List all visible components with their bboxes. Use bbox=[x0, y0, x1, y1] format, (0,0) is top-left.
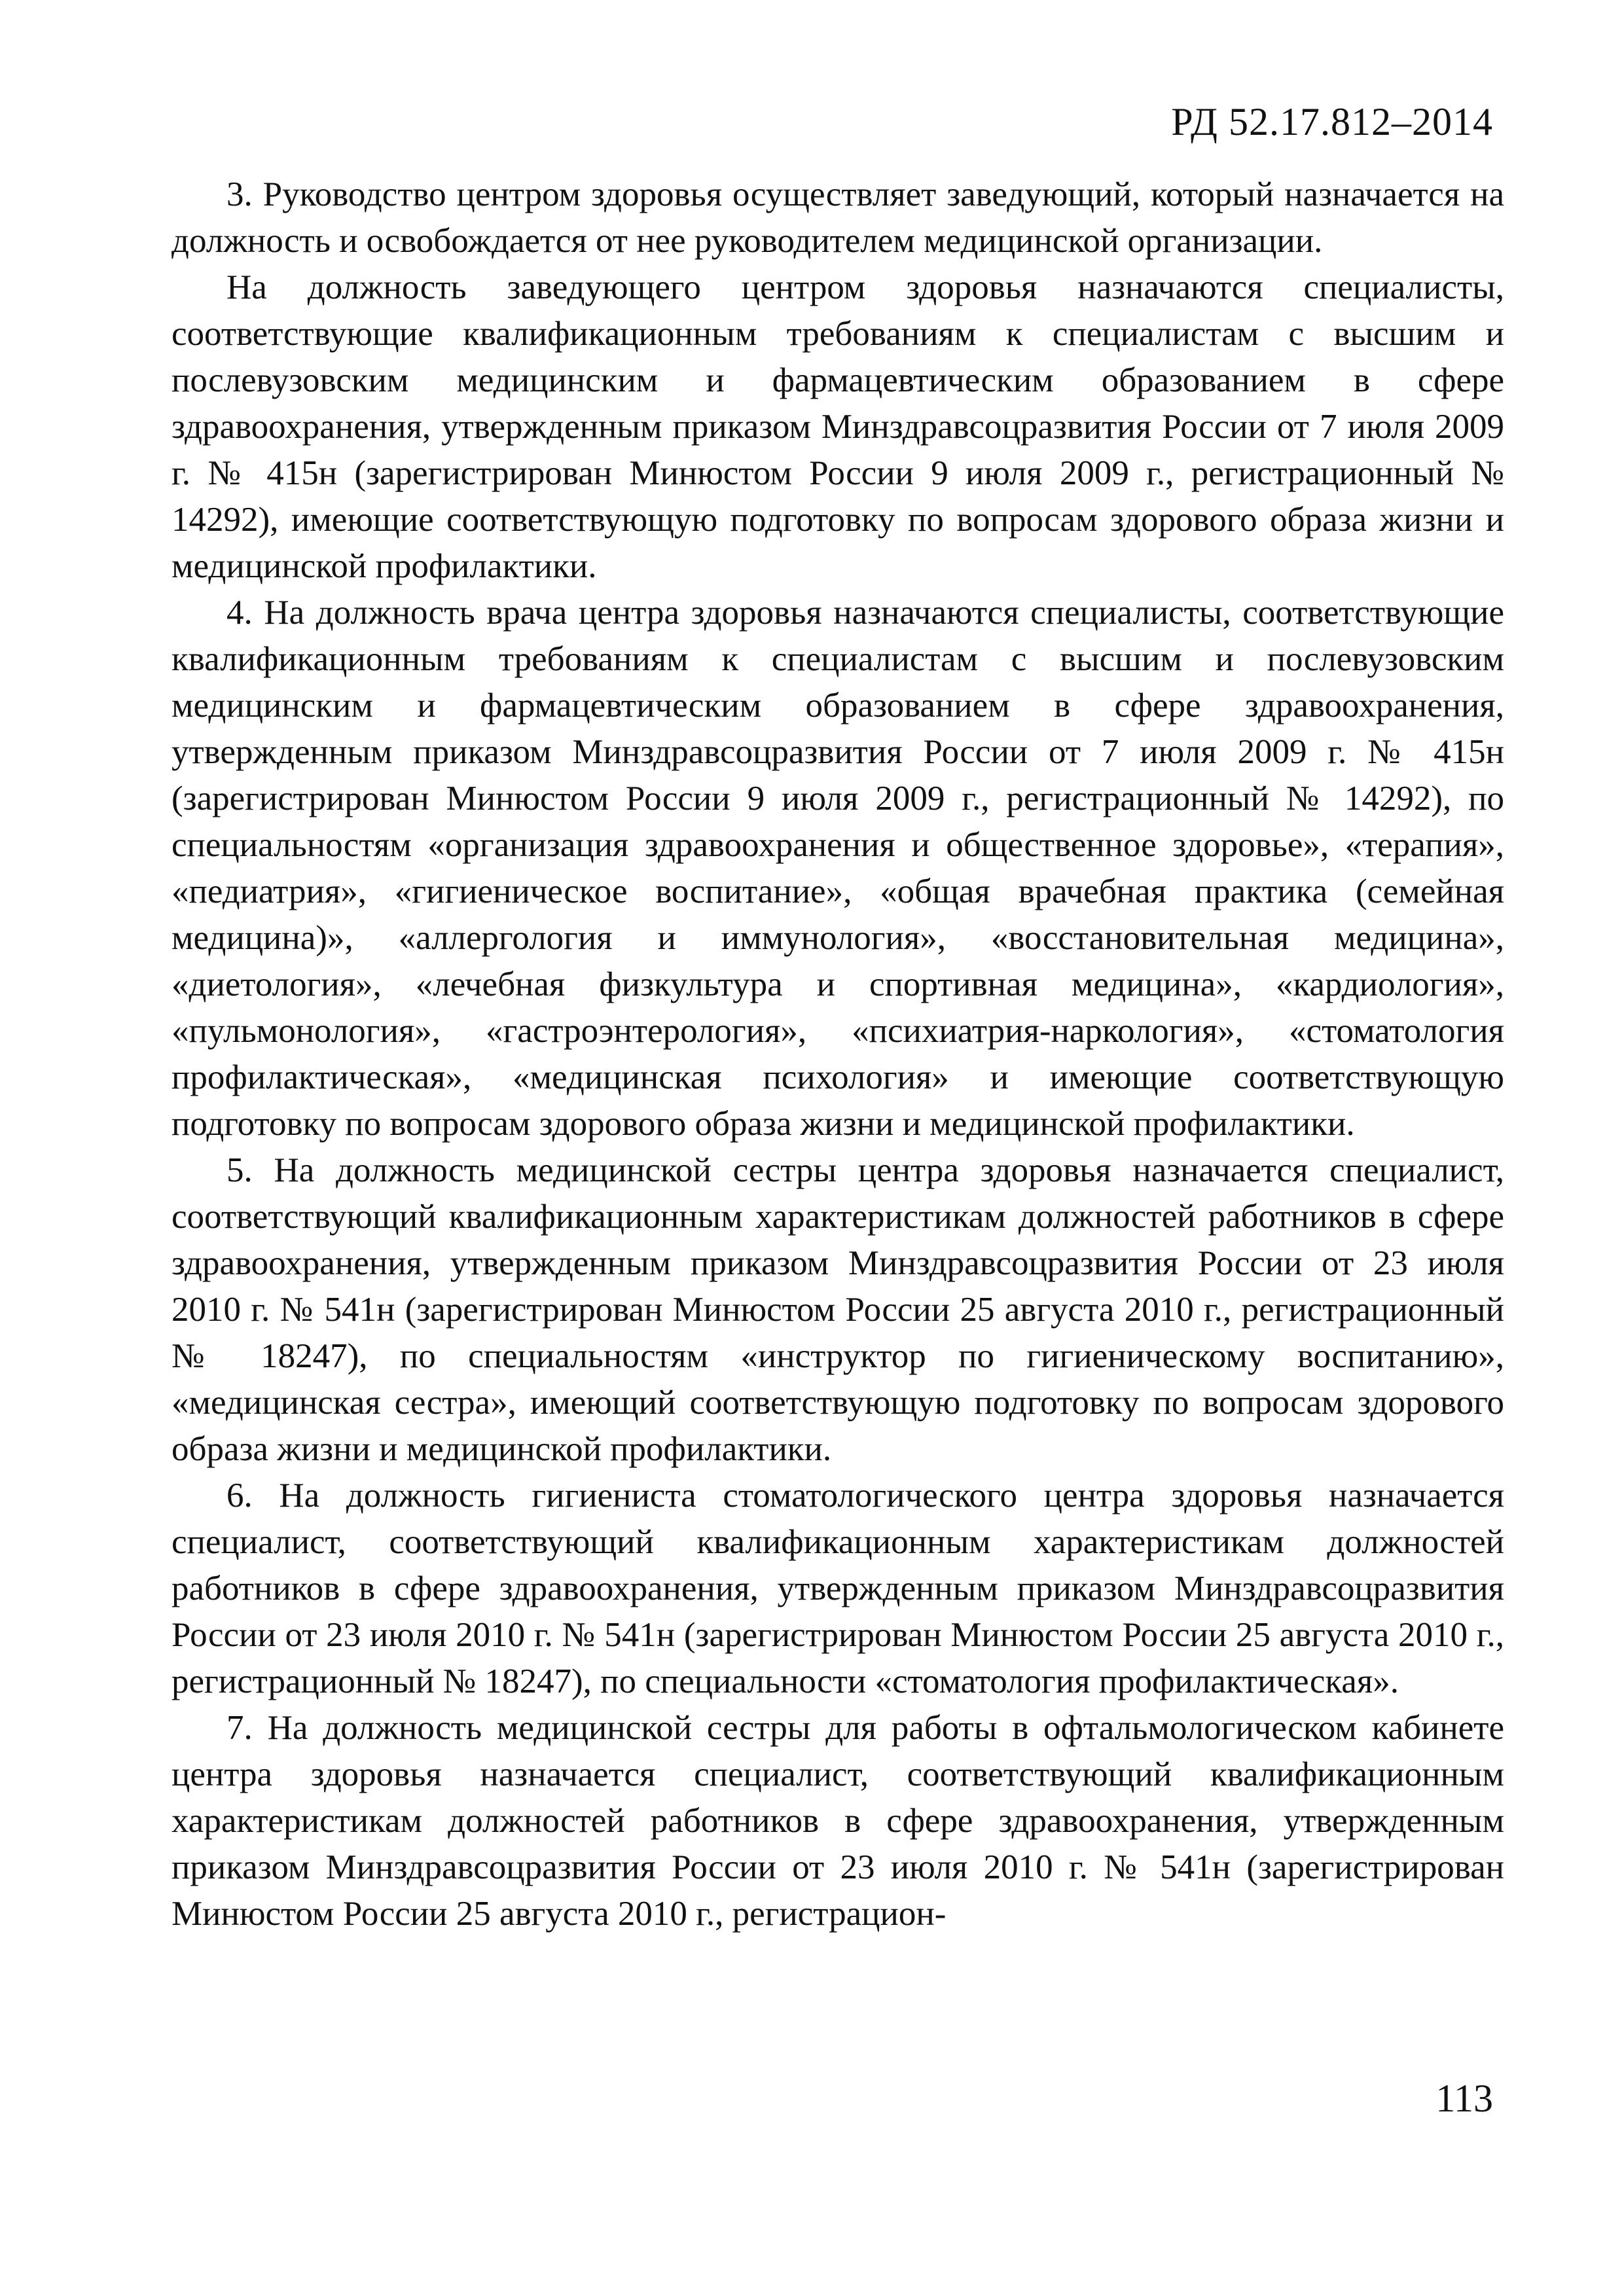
paragraph-5: 5. На должность медицинской сестры центра здоровья назначается специалист, соответствующий квалификационным характеристикам должностей работников в сфере здравоохранения, утвержденным приказом Минздравсоцразвития России от 23 июля 2010 г. № 541н (зарегистрирован Минюстом России 25 августа 2010 г., регистрационный № 18247), по специальностям «инструктор по гигиеническому воспитанию», «медицинская сестра», имеющий соответствующую подготовку по вопросам здорового образа жизни и медицинской профилактики. bbox=[171, 1151, 1504, 1468]
paragraph-7: 7. На должность медицинской сестры для работы в офтальмологическом кабинете центра здоровья назначается специалист, соответствующий квалификационным характеристикам должностей работников в сфере здравоохранения, утвержденным приказом Минздравсоцразвития России от 23 июля 2010 г. № 541н (зарегистрирован Минюстом России 25 августа 2010 г., регистрацион- bbox=[171, 1709, 1504, 1933]
paragraph-3-continued: На должность заведующего центром здоровья назначаются специалисты, соответствующие квалификационным требованиям к специалистам с высшим и послевузовским медицинским и фармацевтическим образованием в сфере здравоохранения, утвержденным приказом Минздравсоцразвития России от 7 июля 2009 г. № 415н (зарегистрирован Минюстом России 9 июля 2009 г., регистрационный № 14292), имеющие соответствующую подготовку по вопросам здорового образа жизни и медицинской профилактики. bbox=[171, 268, 1504, 585]
page-number: 113 bbox=[1435, 2077, 1493, 2120]
document-body bbox=[171, 171, 1504, 1937]
paragraph-3: 3. Руководство центром здоровья осуществляет заведующий, который назначается на должность и освобождается от нее руководителем медицинской организации. bbox=[171, 175, 1504, 260]
paragraph-4: 4. На должность врача центра здоровья назначаются специалисты, соответствующие квалификационным требованиям к специалистам с высшим и послевузовским медицинским и фармацевтическим образованием в сфере здравоохранения, утвержденным приказом Минздравсоцразвития России от 7 июля 2009 г. № 415н (зарегистрирован Минюстом России 9 июля 2009 г., регистрационный № 14292), по специальностям «организация здравоохранения и общественное здоровье», «терапия», «педиатрия», «гигиеническое воспитание», «общая врачебная практика (семейная медицина)», «аллергология и иммунология», «восстановительная медицина», «диетология», «лечебная физкультура и спортивная медицина», «кардиология», «пульмонология», «гастроэнтерология», «психиатрия-наркология», «стоматология профилактическая», «медицинская психология» и имеющие соответствующую подготовку по вопросам здорового образа жизни и медицинской профилактики. bbox=[171, 594, 1504, 1143]
paragraph-6: 6. На должность гигиениста стоматологического центра здоровья назначается специалист, соответствующий квалификационным характеристикам должностей работников в сфере здравоохранения, утвержденным приказом Минздравсоцразвития России от 23 июля 2010 г. № 541н (зарегистрирован Минюстом России 25 августа 2010 г., регистрационный № 18247), по специальности «стоматология профилактическая». bbox=[171, 1477, 1504, 1700]
document-code-header: РД 52.17.812–2014 bbox=[1171, 100, 1493, 143]
